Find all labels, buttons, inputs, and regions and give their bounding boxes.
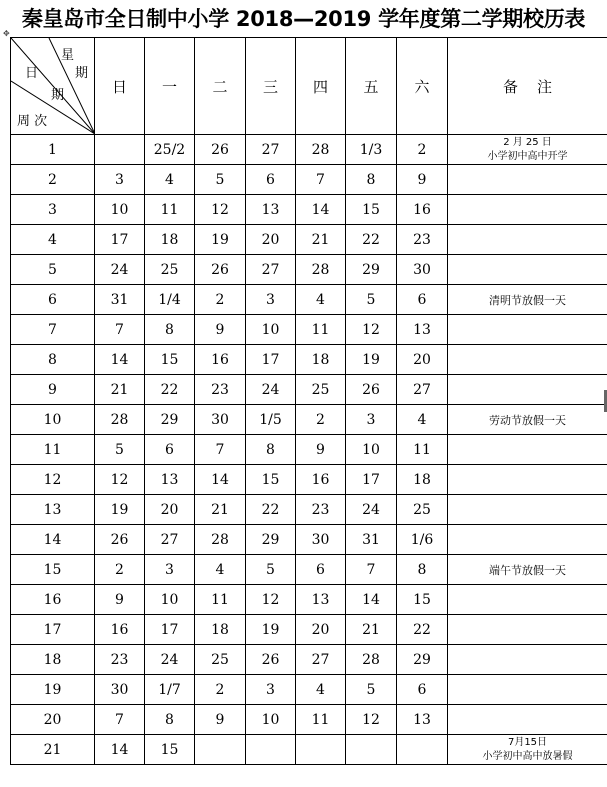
date-cell: 4 <box>145 165 195 195</box>
table-row <box>11 645 607 675</box>
date-cell: 24 <box>346 495 397 525</box>
date-cell: 4 <box>397 405 448 435</box>
remarks-header: 备 注 <box>448 38 607 135</box>
table-row <box>11 555 607 585</box>
date-cell: 30 <box>397 255 448 285</box>
date-cell: 22 <box>346 225 397 255</box>
table-row <box>11 495 607 525</box>
date-cell: 20 <box>246 225 296 255</box>
date-cell: 16 <box>296 465 346 495</box>
date-cell: 23 <box>95 645 145 675</box>
date-cell: 27 <box>296 645 346 675</box>
date-cell: 28 <box>296 135 346 165</box>
date-cell: 10 <box>246 705 296 735</box>
remark-cell <box>448 735 607 765</box>
remark-cell <box>448 615 607 645</box>
date-cell: 10 <box>145 585 195 615</box>
table-move-handle[interactable]: ✥ <box>3 29 10 38</box>
date-cell: 2 <box>397 135 448 165</box>
date-cell: 29 <box>346 255 397 285</box>
week-number-cell: 20 <box>11 705 95 735</box>
date-cell: 27 <box>397 375 448 405</box>
date-cell: 7 <box>195 435 246 465</box>
date-cell: 28 <box>95 405 145 435</box>
week-number-cell: 12 <box>11 465 95 495</box>
date-cell: 21 <box>195 495 246 525</box>
table-row <box>11 435 607 465</box>
table-row <box>11 405 607 435</box>
date-cell: 24 <box>95 255 145 285</box>
date-cell: 25 <box>296 375 346 405</box>
date-cell: 23 <box>397 225 448 255</box>
date-cell <box>296 735 346 765</box>
date-cell: 11 <box>296 705 346 735</box>
date-cell: 3 <box>246 675 296 705</box>
table-row <box>11 675 607 705</box>
date-cell: 27 <box>145 525 195 555</box>
table-row <box>11 255 607 285</box>
table-row <box>11 165 607 195</box>
date-cell: 4 <box>296 675 346 705</box>
table-row <box>11 375 607 405</box>
remark-cell <box>448 435 607 465</box>
date-cell: 28 <box>296 255 346 285</box>
date-cell: 6 <box>296 555 346 585</box>
date-cell: 30 <box>95 675 145 705</box>
week-number-cell: 5 <box>11 255 95 285</box>
diagonal-header-cell <box>11 38 95 135</box>
date-cell: 19 <box>95 495 145 525</box>
date-cell: 5 <box>246 555 296 585</box>
table-row <box>11 705 607 735</box>
date-cell: 7 <box>95 705 145 735</box>
date-cell: 3 <box>95 165 145 195</box>
remark-cell <box>448 585 607 615</box>
date-cell: 12 <box>95 465 145 495</box>
date-cell: 15 <box>246 465 296 495</box>
date-cell: 25 <box>195 645 246 675</box>
remark-line: 清明节放假一天 <box>489 293 566 307</box>
date-cell: 9 <box>195 705 246 735</box>
date-cell: 5 <box>195 165 246 195</box>
diag-label-zhouci: 周 次 <box>17 114 48 129</box>
date-cell: 22 <box>397 615 448 645</box>
date-cell: 21 <box>346 615 397 645</box>
date-cell: 15 <box>145 345 195 375</box>
date-cell: 14 <box>195 465 246 495</box>
date-cell: 30 <box>195 405 246 435</box>
remark-line: 小学初中高中开学 <box>487 150 568 162</box>
remark-cell <box>448 405 607 435</box>
week-number-cell: 21 <box>11 735 95 765</box>
date-cell: 14 <box>95 345 145 375</box>
remark-line: 小学初中高中放暑假 <box>482 750 573 762</box>
date-cell: 2 <box>95 555 145 585</box>
date-cell: 2 <box>195 285 246 315</box>
remark-cell <box>448 135 607 165</box>
date-cell: 1/7 <box>145 675 195 705</box>
remark-cell <box>448 675 607 705</box>
date-cell: 18 <box>397 465 448 495</box>
date-cell <box>195 735 246 765</box>
remark-cell <box>448 465 607 495</box>
date-cell: 21 <box>95 375 145 405</box>
date-cell: 18 <box>195 615 246 645</box>
date-cell: 12 <box>346 705 397 735</box>
day-header-mon: 一 <box>145 38 195 135</box>
date-cell: 5 <box>95 435 145 465</box>
date-cell: 18 <box>145 225 195 255</box>
diag-label-xing: 星 <box>61 48 75 63</box>
date-cell: 11 <box>296 315 346 345</box>
remark-line: 端午节放假一天 <box>489 563 566 577</box>
date-cell: 8 <box>145 705 195 735</box>
date-cell: 9 <box>195 315 246 345</box>
week-number-cell: 4 <box>11 225 95 255</box>
week-number-cell: 6 <box>11 285 95 315</box>
week-number-cell: 9 <box>11 375 95 405</box>
date-cell: 7 <box>296 165 346 195</box>
date-cell: 13 <box>246 195 296 225</box>
date-cell: 4 <box>296 285 346 315</box>
date-cell: 17 <box>246 345 296 375</box>
date-cell: 9 <box>397 165 448 195</box>
date-cell: 19 <box>346 345 397 375</box>
date-cell: 4 <box>195 555 246 585</box>
remark-cell <box>448 225 607 255</box>
date-cell: 10 <box>95 195 145 225</box>
week-number-cell: 8 <box>11 345 95 375</box>
week-number-cell: 17 <box>11 615 95 645</box>
week-number-cell: 2 <box>11 165 95 195</box>
page-title: 秦皇岛市全日制中小学 2018—2019 学年度第二学期校历表 <box>21 7 586 31</box>
date-cell: 26 <box>346 375 397 405</box>
date-cell: 22 <box>145 375 195 405</box>
date-cell: 8 <box>145 315 195 345</box>
table-row <box>11 285 607 315</box>
table-row <box>11 585 607 615</box>
table-row <box>11 525 607 555</box>
week-number-cell: 1 <box>11 135 95 165</box>
date-cell: 8 <box>246 435 296 465</box>
date-cell: 15 <box>145 735 195 765</box>
remark-cell <box>448 315 607 345</box>
table-row <box>11 345 607 375</box>
date-cell: 29 <box>397 645 448 675</box>
date-cell: 17 <box>145 615 195 645</box>
date-cell: 26 <box>195 135 246 165</box>
week-number-cell: 16 <box>11 585 95 615</box>
remark-cell <box>448 285 607 315</box>
remark-line: 2 月 25 日 <box>503 136 552 148</box>
date-cell: 13 <box>296 585 346 615</box>
date-cell: 28 <box>195 525 246 555</box>
date-cell: 6 <box>145 435 195 465</box>
date-cell: 8 <box>397 555 448 585</box>
date-cell: 20 <box>296 615 346 645</box>
day-header-sat: 六 <box>397 38 448 135</box>
remark-line: 劳动节放假一天 <box>489 413 566 427</box>
date-cell: 14 <box>346 585 397 615</box>
remark-cell <box>448 495 607 525</box>
table-row <box>11 735 607 765</box>
date-cell: 26 <box>95 525 145 555</box>
date-cell: 6 <box>397 285 448 315</box>
remark-cell <box>448 555 607 585</box>
date-cell: 15 <box>346 195 397 225</box>
date-cell: 24 <box>145 645 195 675</box>
table-row <box>11 315 607 345</box>
date-cell: 22 <box>246 495 296 525</box>
date-cell: 11 <box>145 195 195 225</box>
date-cell: 16 <box>95 615 145 645</box>
date-cell: 23 <box>296 495 346 525</box>
date-cell: 25 <box>145 255 195 285</box>
date-cell <box>397 735 448 765</box>
date-cell: 10 <box>346 435 397 465</box>
week-number-cell: 14 <box>11 525 95 555</box>
remark-cell <box>448 645 607 675</box>
date-cell: 28 <box>346 645 397 675</box>
date-cell: 31 <box>95 285 145 315</box>
date-cell: 25/2 <box>145 135 195 165</box>
diag-label-qi-mid: 期 <box>51 88 65 103</box>
table-row <box>11 195 607 225</box>
date-cell: 26 <box>246 645 296 675</box>
week-number-cell: 3 <box>11 195 95 225</box>
date-cell: 31 <box>346 525 397 555</box>
date-cell: 7 <box>346 555 397 585</box>
date-cell <box>346 735 397 765</box>
date-cell: 19 <box>246 615 296 645</box>
date-cell: 30 <box>296 525 346 555</box>
date-cell: 1/4 <box>145 285 195 315</box>
table-row <box>11 465 607 495</box>
week-number-cell: 19 <box>11 675 95 705</box>
date-cell: 14 <box>95 735 145 765</box>
remark-cell <box>448 375 607 405</box>
date-cell: 6 <box>397 675 448 705</box>
date-cell: 18 <box>296 345 346 375</box>
date-cell: 9 <box>296 435 346 465</box>
diag-label-ri: 日 <box>25 66 39 81</box>
day-header-thu: 四 <box>296 38 346 135</box>
date-cell: 3 <box>145 555 195 585</box>
day-header-fri: 五 <box>346 38 397 135</box>
date-cell: 11 <box>397 435 448 465</box>
week-number-cell: 15 <box>11 555 95 585</box>
date-cell: 17 <box>95 225 145 255</box>
remark-cell <box>448 255 607 285</box>
day-header-sun: 日 <box>95 38 145 135</box>
remark-cell <box>448 705 607 735</box>
date-cell: 21 <box>296 225 346 255</box>
date-cell: 12 <box>346 315 397 345</box>
week-number-cell: 18 <box>11 645 95 675</box>
date-cell <box>246 735 296 765</box>
date-cell: 16 <box>397 195 448 225</box>
week-number-cell: 10 <box>11 405 95 435</box>
date-cell: 7 <box>95 315 145 345</box>
date-cell: 29 <box>145 405 195 435</box>
date-cell: 13 <box>397 705 448 735</box>
date-cell: 1/6 <box>397 525 448 555</box>
date-cell: 24 <box>246 375 296 405</box>
date-cell: 8 <box>346 165 397 195</box>
calendar-table <box>10 37 607 765</box>
date-cell: 5 <box>346 285 397 315</box>
week-number-cell: 11 <box>11 435 95 465</box>
remark-cell <box>448 525 607 555</box>
date-cell: 25 <box>397 495 448 525</box>
date-cell: 23 <box>195 375 246 405</box>
date-cell: 5 <box>346 675 397 705</box>
date-cell: 29 <box>246 525 296 555</box>
table-row <box>11 135 607 165</box>
date-cell: 1/5 <box>246 405 296 435</box>
date-cell: 1/3 <box>346 135 397 165</box>
remark-cell <box>448 195 607 225</box>
date-cell: 15 <box>397 585 448 615</box>
date-cell: 27 <box>246 255 296 285</box>
date-cell: 12 <box>246 585 296 615</box>
date-cell: 12 <box>195 195 246 225</box>
date-cell: 20 <box>145 495 195 525</box>
date-cell: 27 <box>246 135 296 165</box>
week-number-cell: 7 <box>11 315 95 345</box>
remark-cell <box>448 345 607 375</box>
date-cell: 26 <box>195 255 246 285</box>
date-cell: 11 <box>195 585 246 615</box>
date-cell: 9 <box>95 585 145 615</box>
date-cell: 14 <box>296 195 346 225</box>
table-row <box>11 225 607 255</box>
date-cell <box>95 135 145 165</box>
date-cell: 20 <box>397 345 448 375</box>
date-cell: 19 <box>195 225 246 255</box>
table-row <box>11 615 607 645</box>
date-cell: 2 <box>195 675 246 705</box>
remark-cell <box>448 165 607 195</box>
date-cell: 3 <box>246 285 296 315</box>
day-header-wed: 三 <box>246 38 296 135</box>
date-cell: 13 <box>397 315 448 345</box>
diag-label-qi-top: 期 <box>75 66 89 81</box>
date-cell: 3 <box>346 405 397 435</box>
date-cell: 17 <box>346 465 397 495</box>
header-row <box>11 38 607 135</box>
date-cell: 13 <box>145 465 195 495</box>
date-cell: 2 <box>296 405 346 435</box>
day-header-tue: 二 <box>195 38 246 135</box>
date-cell: 16 <box>195 345 246 375</box>
remark-line: 7月15日 <box>507 736 548 748</box>
date-cell: 6 <box>246 165 296 195</box>
week-number-cell: 13 <box>11 495 95 525</box>
date-cell: 10 <box>246 315 296 345</box>
